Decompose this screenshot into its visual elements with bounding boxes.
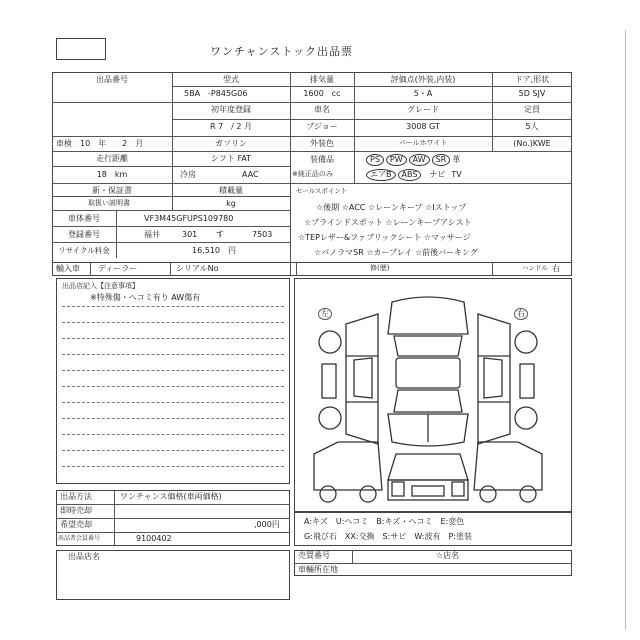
sales-point-3: ☆TEPレザー&ファブリックシート ☆マッサージ [298,233,471,242]
equip-leather: 革 [452,155,461,164]
auction-sheet [52,38,574,600]
car-damage-diagram [308,294,548,512]
color-value: パールホワイト [398,139,448,147]
color-label: 外装色 [310,139,334,148]
chassis-value: VF3M45GFUPS109780 [144,214,234,223]
mileage-value: 18 km [96,170,128,179]
member-value: 9100402 [136,534,172,543]
hope-value: ,000円 [254,520,280,529]
lot-stamp-box [56,38,106,60]
equip-row-2 [366,169,462,181]
instant-label: 即時売却 [60,506,92,515]
aircon-label: 冷房 [180,170,196,179]
method-value: ワンチャンス価格(車両価格) [120,492,222,501]
page-frame-line [625,30,626,630]
load-label: 積載量 [219,186,243,195]
equip-ps: PS [366,154,384,166]
equip-aw: AW [409,154,430,166]
model-value: 5BA -P845G06 [184,89,248,98]
dealer-label: ディーラー [98,264,138,273]
serial-label: シリアルNo [176,264,219,273]
shift-label: シフト FAT [210,154,252,163]
displacement-value: 1600 cc [303,89,341,98]
plate-label: 登録番号 [68,230,100,239]
manual-label: 取扱い説明書 [88,199,130,207]
capacity-value: 5人 [525,122,539,131]
first-reg-label: 初年度登録 [211,105,251,114]
doors-value: 5D SJV [518,89,546,98]
grade-label: グレード [407,105,439,114]
exhibitor-label: 出品店名 [68,552,100,561]
method-label: 出品方法 [60,492,92,501]
storage-label: 車輛所在地 [298,565,338,574]
recycle-value: 16,510 円 [192,246,236,255]
sales-point-2: ☆ブラインドスポット ☆レーンキープアシスト [304,218,472,227]
doors-label: ドア,形状 [514,75,550,84]
sales-point-4: ☆パノラマSR ☆カープレイ ☆前後バーキング [314,248,478,257]
new-warranty-label: 新・保証書 [92,186,132,195]
sales-point-label: セールスポイント [296,187,348,195]
inspection-value: 車検 10 年 2 月 [56,139,144,148]
plate-number: 7503 [252,230,273,239]
plate-kana: す [216,230,224,239]
lot-label: 出品番号 [96,75,128,84]
first-reg-value: R 7 / 2 月 [209,122,253,131]
hope-label: 希望売却 [60,520,92,529]
handle-value: 右 [552,264,560,273]
chassis-label: 車体番号 [68,214,100,223]
equip-sr: SR [432,154,451,166]
import-label: 輸入車 [56,264,80,273]
maker-value: プジョー [306,122,338,131]
handle-label: ハンドル [522,264,548,272]
equip-pw: PW [386,154,407,166]
sale-no-label: 売買番号 [298,551,330,560]
equipment-label: 装備品 [310,155,334,164]
displacement-label: 排気量 [310,75,334,84]
equip-navi: ナビ [429,170,446,179]
member-label: 出品者会員番号 [58,535,101,542]
model-label: 型式 [223,75,239,84]
shop-label: ☆店名 [436,551,460,560]
grade-score-value: 5・A [413,89,433,98]
notes-line-1: ※特殊傷・ヘコミ有り AW傷有 [90,293,201,302]
sales-point-1: ☆後期 ☆ACC ☆レーンキープ ☆Iストップ [316,203,467,212]
notes-panel [56,278,290,484]
equip-abs: ABS [398,169,422,181]
grade-value: 3008 GT [406,122,440,131]
notes-title: 出品店記入【注意事項】 [62,282,139,290]
plate-region: 福井 [144,230,160,239]
maker-label: 車名 [314,105,330,114]
color-code: (No.)KWE [513,139,551,148]
recycle-label: リサイクル料金 [58,246,110,255]
aircon-value: AAC [242,170,259,179]
diagram-left-label: 左 [318,308,332,320]
fuel-value: ガソリン [215,139,247,148]
load-unit: kg [226,199,236,208]
equip-row-1 [366,154,460,166]
repair-label: 修(歴) [370,264,390,272]
equip-airbag: エアB [366,169,396,181]
capacity-label: 定員 [524,105,540,114]
equip-tv: TV [451,170,462,179]
plate-class: 301 [182,230,198,239]
sheet-title: ワンチャンストック出品票 [210,45,354,58]
diagram-right-label: 右 [514,308,528,320]
grade-score-label: 評価点(外装,内装) [390,75,456,84]
equip-note: ※純正品のみ [292,170,333,178]
mileage-label: 走行距離 [96,154,128,163]
legend-line-1: A:キズ U:ヘコミ B:キズ・ヘコミ E:変色 [304,517,465,526]
legend-line-2: G:飛び石 XX:交換 S:サビ W:波有 P:塗装 [304,532,472,541]
